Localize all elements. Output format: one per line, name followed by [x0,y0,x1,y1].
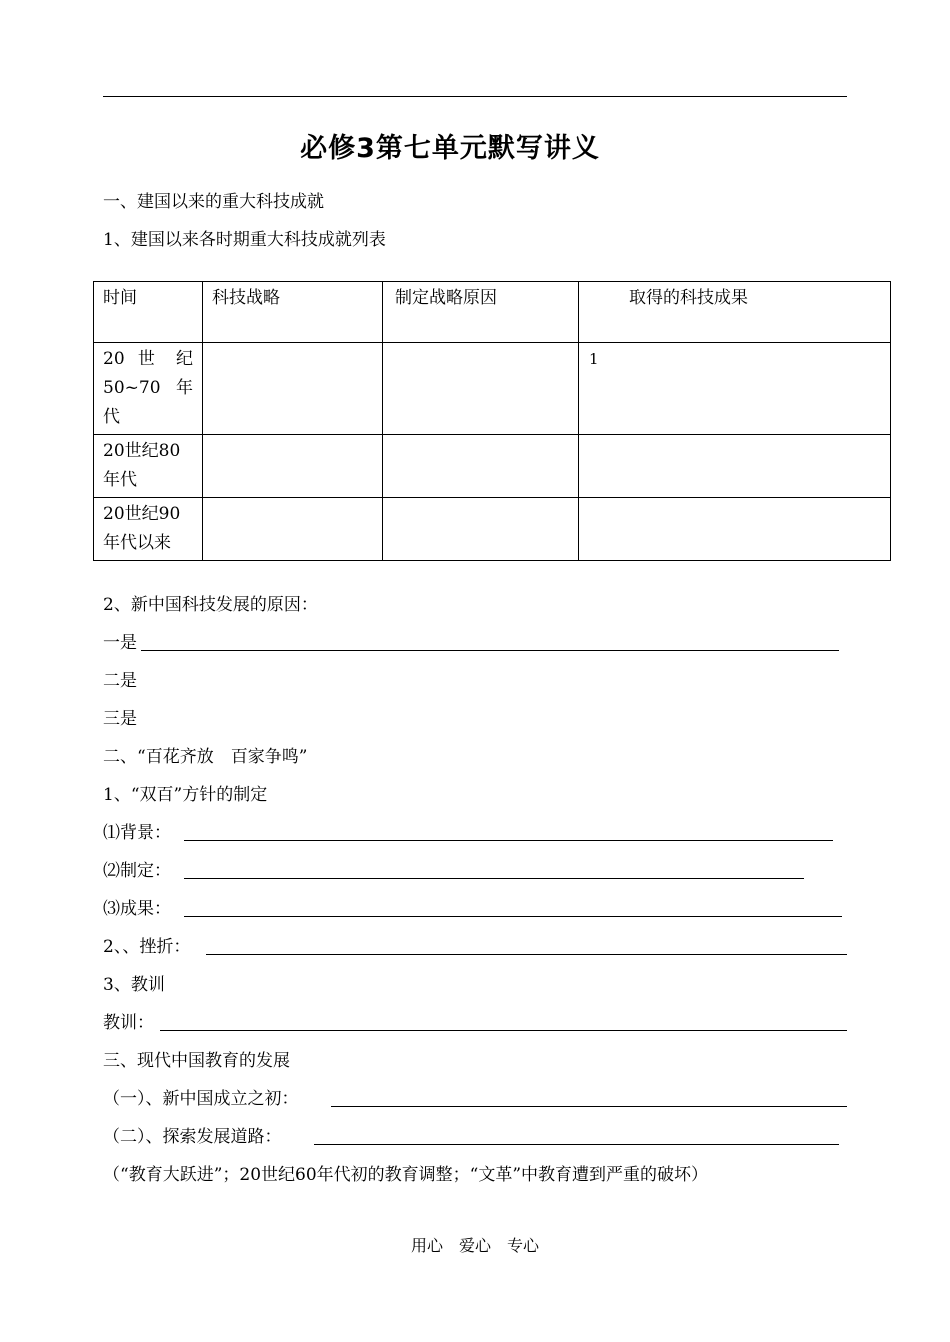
reason-1-blank[interactable] [141,650,839,651]
section-3-1-label: （一）、新中国成立之初： [103,1089,299,1109]
table-cell [579,498,891,561]
table-cell: 20世纪90年代以来 [94,498,203,561]
table-header-cell: 取得的科技成果 [579,282,891,343]
page-title: 必修3第七单元默写讲义 [300,133,600,164]
reason-1-label: 一是 [103,633,137,653]
table-cell [383,435,579,498]
section-3-2-blank[interactable] [314,1144,839,1145]
table-cell [579,435,891,498]
table-header-cell: 制定战略原因 [383,282,579,343]
table-cell [383,498,579,561]
section-1-heading: 一、建国以来的重大科技成就 [103,192,324,212]
section-3-1-blank[interactable] [331,1106,847,1107]
table-cell: 20世纪80年代 [94,435,203,498]
table-header-row [94,282,891,343]
setback-blank[interactable] [206,954,847,955]
table-cell [203,498,383,561]
table-row [94,498,891,561]
reason-2-label: 二是 [103,671,137,691]
table-row [94,343,891,435]
section-2-1-heading: 1、“双百”方针的制定 [103,785,268,805]
table-cell [383,343,579,435]
header-rule [103,96,847,97]
formulation-blank[interactable] [184,878,804,879]
results-blank[interactable] [184,916,842,917]
table-cell: 20 世 纪 50~70 年代 [94,343,203,435]
lesson-label: 教训： [103,1013,154,1033]
results-label: ⑶成果： [103,899,171,919]
setback-label: 2、、挫折： [103,937,191,957]
section-1-2-heading: 2、新中国科技发展的原因： [103,595,318,615]
table-header-cell: 时间 [94,282,203,343]
section-2-heading: 二、“百花齐放 百家争鸣” [103,747,308,767]
background-blank[interactable] [184,840,833,841]
page-footer: 用心 爱心 专心 [410,1236,539,1255]
section-2-3-heading: 3、教训 [103,975,165,995]
section-3-note: （“教育大跃进”；20世纪60年代初的教育调整；“文革”中教育遭到严重的破坏） [103,1165,709,1185]
section-1-1-heading: 1、建国以来各时期重大科技成就列表 [103,230,386,250]
background-label: ⑴背景： [103,823,171,843]
table-cell [203,435,383,498]
reason-3-label: 三是 [103,709,137,729]
table-row [94,435,891,498]
section-3-heading: 三、现代中国教育的发展 [103,1051,290,1071]
formulation-label: ⑵制定： [103,861,171,881]
achievements-table [93,281,891,561]
table-cell: 1 [579,343,891,435]
table-header-cell: 科技战略 [203,282,383,343]
table-cell [203,343,383,435]
section-3-2-label: （二）、探索发展道路： [103,1127,282,1147]
lesson-blank[interactable] [160,1030,847,1031]
